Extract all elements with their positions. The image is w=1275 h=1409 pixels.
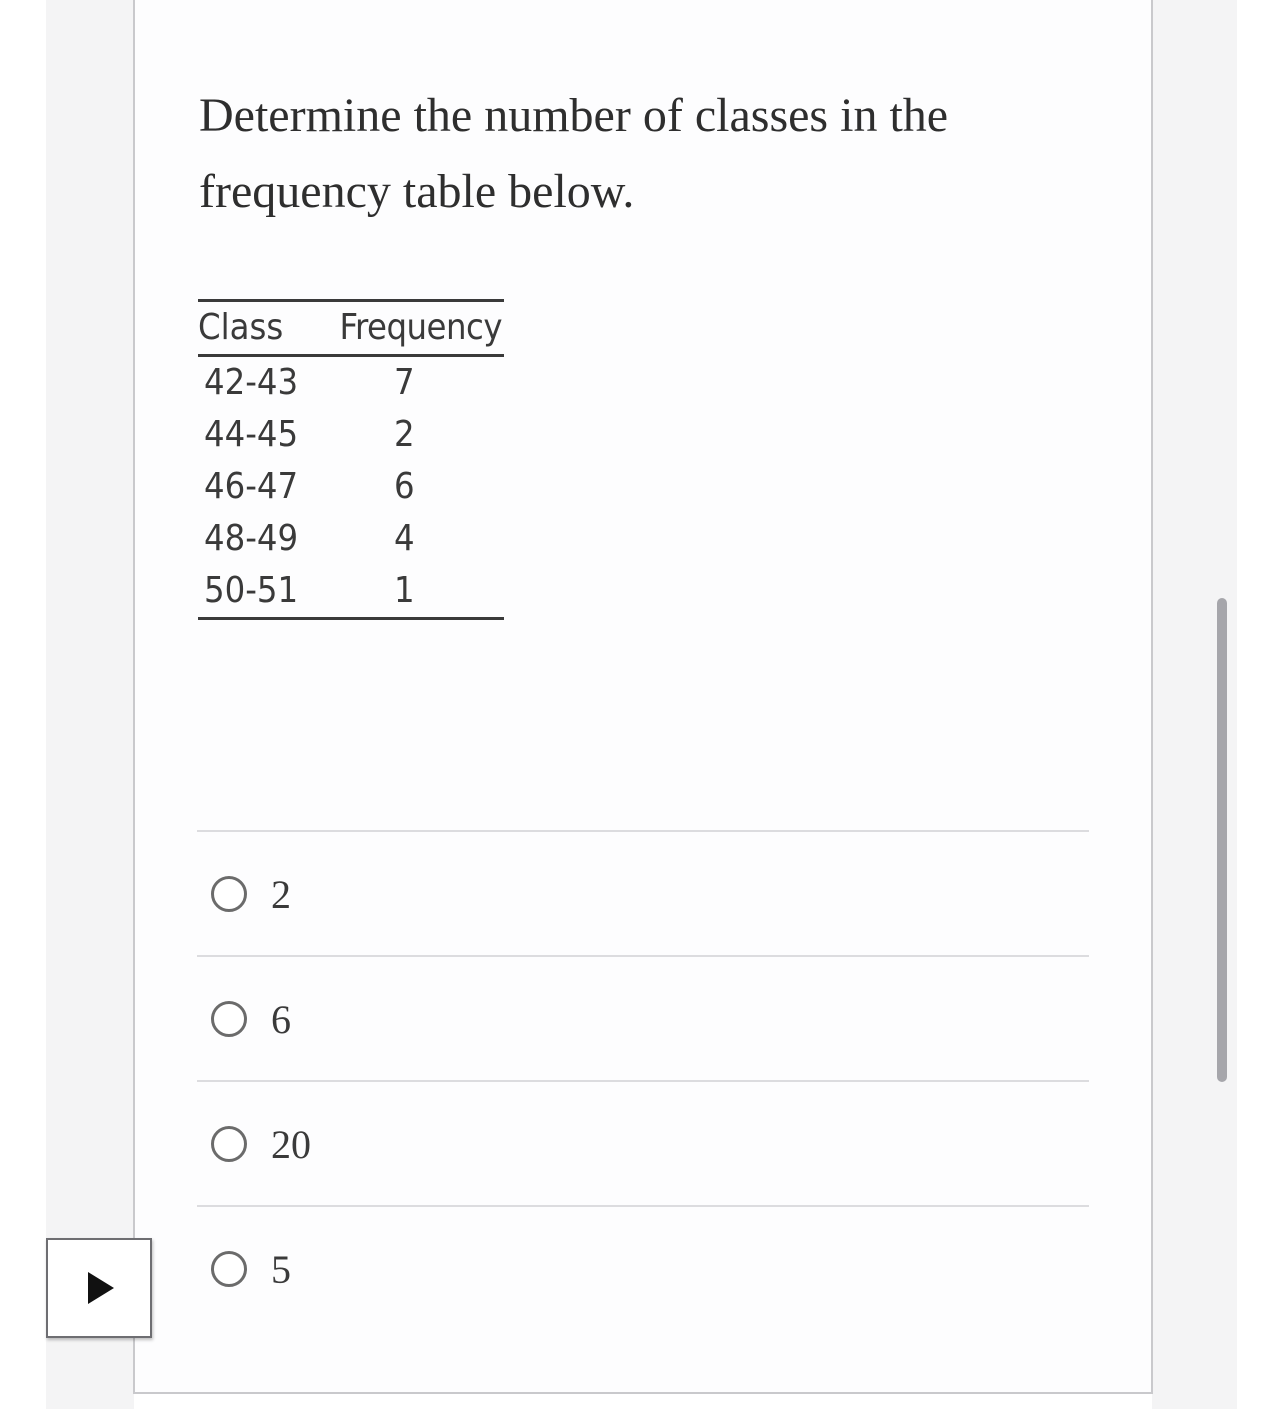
answer-option-label: 5 — [271, 1246, 291, 1292]
table-row — [198, 409, 504, 461]
page-margin-left — [0, 0, 46, 1409]
question-text: Determine the number of classes in the frequency table below. — [199, 89, 949, 218]
answer-option-3[interactable] — [211, 1114, 311, 1174]
answer-option-label: 20 — [271, 1121, 311, 1167]
frequency-cell: 2 — [394, 414, 415, 455]
scrollbar[interactable] — [1217, 598, 1227, 1082]
table-row — [198, 513, 504, 565]
answer-option-label: 2 — [271, 871, 291, 917]
page-background-left — [46, 0, 134, 1409]
radio-button-icon[interactable] — [211, 876, 247, 912]
radio-button-icon[interactable] — [211, 1251, 247, 1287]
radio-button-icon[interactable] — [211, 1001, 247, 1037]
frequency-cell: 7 — [394, 362, 415, 403]
option-divider — [197, 955, 1089, 957]
table-row — [198, 356, 504, 410]
frequency-cell: 1 — [314, 565, 504, 619]
option-divider — [197, 1205, 1089, 1207]
frequency-cell: 6 — [394, 466, 415, 507]
radio-button-icon[interactable] — [211, 1126, 247, 1162]
question-card — [133, 0, 1153, 1394]
play-icon — [88, 1272, 114, 1304]
play-button[interactable] — [46, 1238, 152, 1338]
answer-option-1[interactable] — [211, 864, 291, 924]
frequency-table — [198, 299, 504, 620]
table-row — [198, 461, 504, 513]
column-header-frequency: Frequency — [314, 301, 504, 356]
class-cell: 44-45 — [204, 414, 299, 455]
answer-option-4[interactable] — [211, 1239, 291, 1299]
frequency-cell: 4 — [394, 518, 415, 559]
answer-option-label: 6 — [271, 996, 291, 1042]
table-header-row — [198, 301, 504, 356]
column-header-class: Class — [198, 301, 314, 356]
option-divider — [197, 1080, 1089, 1082]
table-row — [198, 565, 504, 619]
page-margin-right — [1237, 0, 1275, 1409]
class-cell: 42-43 — [204, 362, 299, 403]
class-cell: 50-51 — [198, 565, 314, 619]
answer-option-2[interactable] — [211, 989, 291, 1049]
option-divider — [197, 830, 1089, 832]
class-cell: 48-49 — [204, 518, 299, 559]
class-cell: 46-47 — [204, 466, 299, 507]
